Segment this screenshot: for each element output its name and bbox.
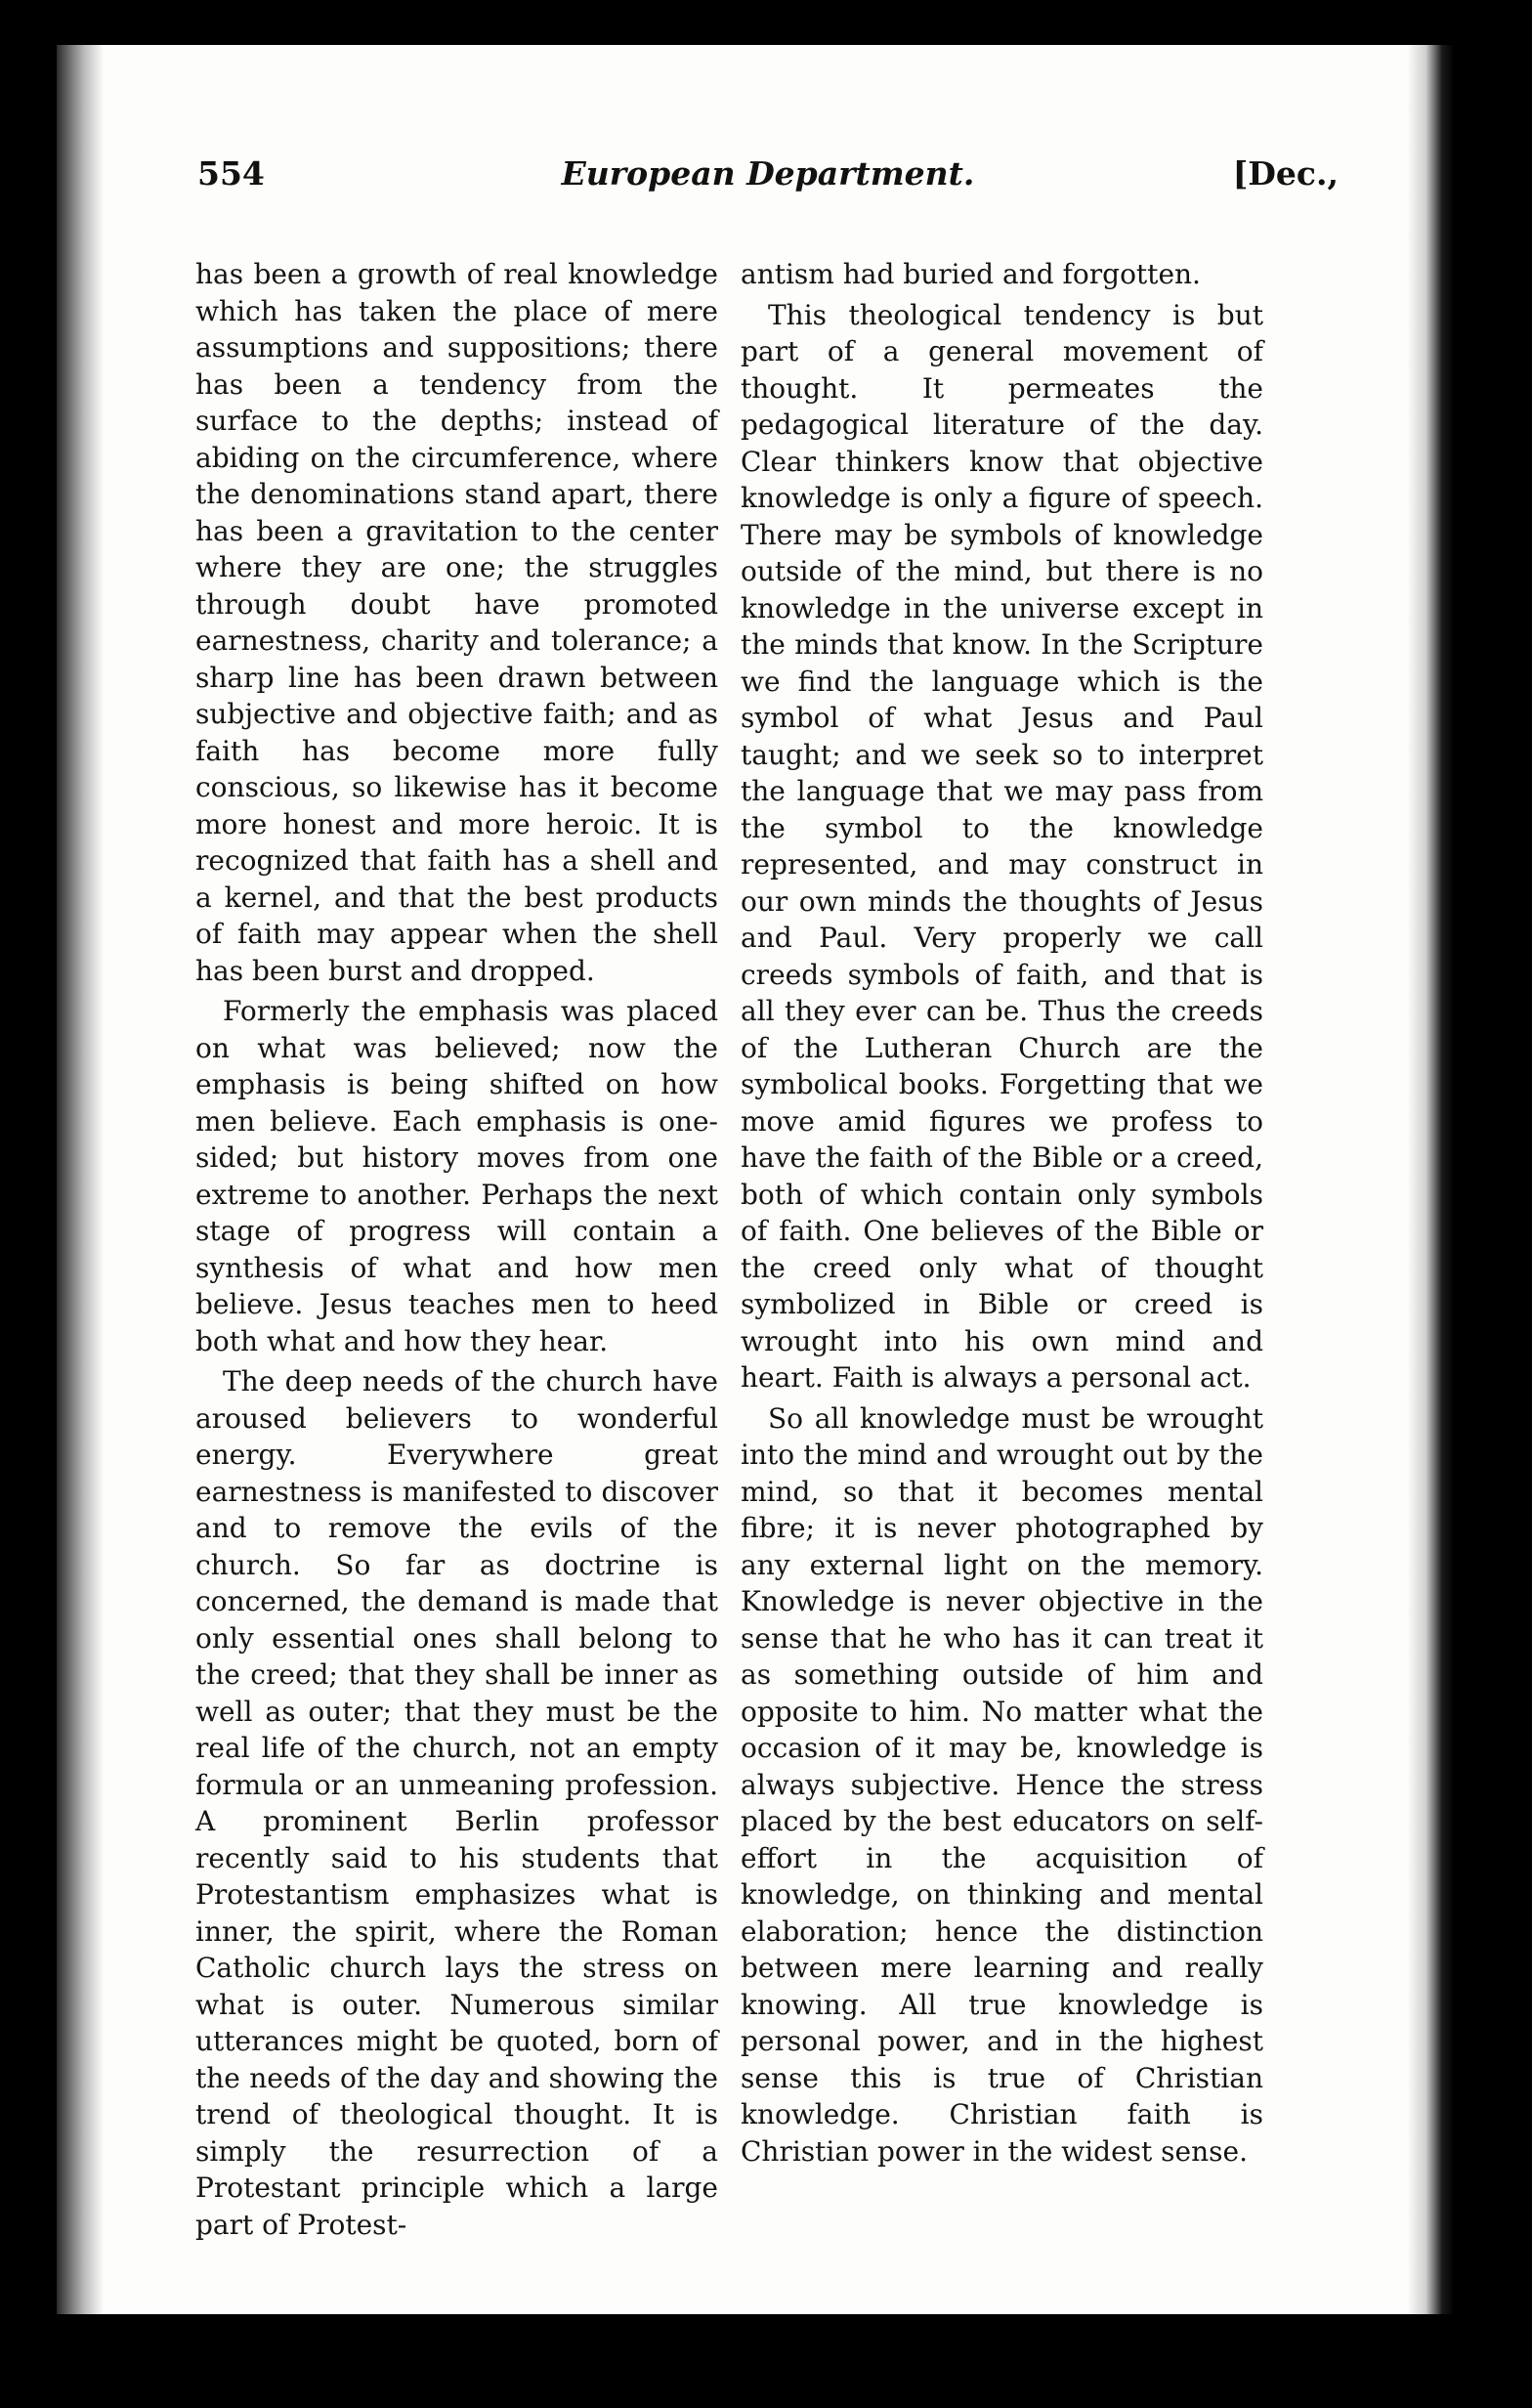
issue-date: [Dec.,: [1232, 154, 1339, 193]
paragraph: So all knowledge must be wrought into the mind and wrought out by the mind, so that it becomes mental fibre; it is never photographed by any external light on the memory. Knowledge is never objective in the sense that he who has it can treat it as something outside of him and opposite to him. No matter what the occasion of it may be, knowledge is always subjective. Hence the stress placed by the best educators on self-effort in the acquisition of knowledge, on thinking and mental elaboration; hence the distinction between mere learning and really knowing. All true knowledge is personal power, and in the highest sense this is true of Christian knowledge. Christian faith is Christian power in the widest sense.: [741, 1401, 1263, 2168]
right-column: [741, 256, 1263, 2170]
page-edge-shadow: [1407, 45, 1454, 2314]
paragraph: The deep needs of the church have aroused believers to wonderful energy. Everywhere great earnestness is manifested to discover and to remove the evils of the church. So far as doctrine is concerned, the demand is made that only essential ones shall belong to the creed; that they shall be inner as well as outer; that they must be the real life of the church, not an empty formula or an unmeaning profession. A prominent Berlin professor recently said to his students that Protestantism emphasizes what is inner, the spirit, where the Roman Catholic church lays the stress on what is outer. Numerous similar utterances might be quoted, born of the needs of the day and showing the trend of theological thought. It is simply the resurrection of a Protestant principle which a large part of Protest-: [195, 1365, 718, 2241]
paragraph: Formerly the emphasis was placed on what was believed; now the emphasis is being shifted on how men believe. Each emphasis is one-sided; but history moves from one extreme to another. Perhaps the next stage of progress will contain a synthesis of what and how men believe. Jesus teaches men to heed both what and how they hear.: [195, 995, 718, 1357]
paragraph: antism had buried and forgotten.: [741, 258, 1201, 290]
left-column: [195, 256, 718, 2243]
page-number: 554: [197, 154, 265, 193]
paragraph: has been a growth of real knowledge which has taken the place of mere assumptions and suppositions; there has been a tendency from the surface to the depths; instead of abiding on the circumference, where the denominations stand apart, there has been a gravitation to the center where they are one; the struggles through doubt have promoted earnestness, charity and tolerance; a sharp line has been drawn between subjective and objective faith; and as faith has become more fully conscious, so likewise has it become more honest and more heroic. It is recognized that faith has a shell and a kernel, and that the best products of faith may appear when the shell has been burst and dropped.: [195, 258, 718, 987]
paragraph: This theological tendency is but part of a general movement of thought. It permeates the pedagogical literature of the day. Clear thinkers know that objective knowledge is only a figure of speech. There may be symbols of knowledge outside of the mind, but there is no knowledge in the universe except in the minds that know. In the Scripture we find the language which is the symbol of what Jesus and Paul taught; and we seek so to interpret the language that we may pass from the symbol to the knowledge represented, and may construct in our own minds the thoughts of Jesus and Paul. Very properly we call creeds symbols of faith, and that is all they ever can be. Thus the creeds of the Lutheran Church are the symbolical books. Forgetting that we move amid figures we profess to have the faith of the Bible or a creed, both of which contain only symbols of faith. One believes of the Bible or the creed only what of thought symbolized in Bible or creed is wrought into his own mind and heart. Faith is always a personal act.: [741, 298, 1263, 1394]
running-header: [197, 154, 1339, 213]
running-title: European Department.: [561, 154, 975, 193]
page-binding-shadow: [57, 45, 104, 2314]
